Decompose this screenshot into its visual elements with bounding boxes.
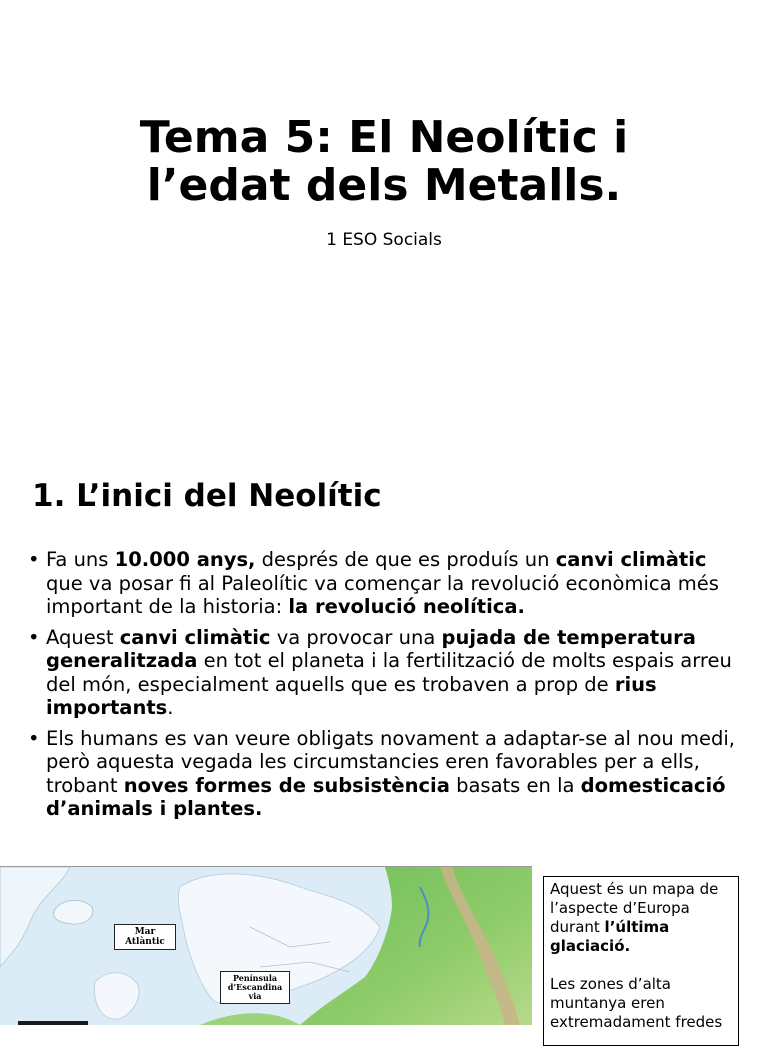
bullet-list <box>28 548 748 828</box>
slide-title-line2: l’edat dels Metalls. <box>146 160 622 211</box>
europe-glaciation-map <box>0 866 532 1025</box>
section-title: 1. L’inici del Neolític <box>32 478 382 514</box>
bullet-item: • Fa uns 10.000 anys, després de que es produís un canvi climàtic que va posar fi al Paleolític va començar la revolució econòmica més important de la historia: la revolució neolítica. <box>28 548 748 619</box>
slide-subtitle: 1 ESO Socials <box>326 230 442 250</box>
label-scandinavian-peninsula: Península d’Escandina via <box>220 971 290 1004</box>
note-paragraph-1: Aquest és un mapa de l’aspecte d’Europa durant l’última glaciació. <box>550 880 719 955</box>
label-atlantic-sea: Mar Atlàntic <box>114 924 176 950</box>
title-slide <box>0 0 768 455</box>
slide-title <box>0 114 768 210</box>
slide-title-line1: Tema 5: El Neolític i <box>139 112 629 163</box>
bullet-item: • Els humans es van veure obligats novament a adaptar-se al nou medi, però aquesta vegada les circumstancies eren favorables per a ells, trobant noves formes de subsistència basats en la domesticació d’animals i plantes. <box>28 727 748 821</box>
bullet-item: • Aquest canvi climàtic va provocar una pujada de temperatura generalitzada en tot el planeta i la fertilització de molts espais arreu del món, especialment aquells que es trobaven a prop de rius importants. <box>28 626 748 720</box>
note-paragraph-2: Les zones d’alta muntanya eren extremadament fredes <box>550 975 723 1031</box>
map-note-box <box>543 876 739 1046</box>
